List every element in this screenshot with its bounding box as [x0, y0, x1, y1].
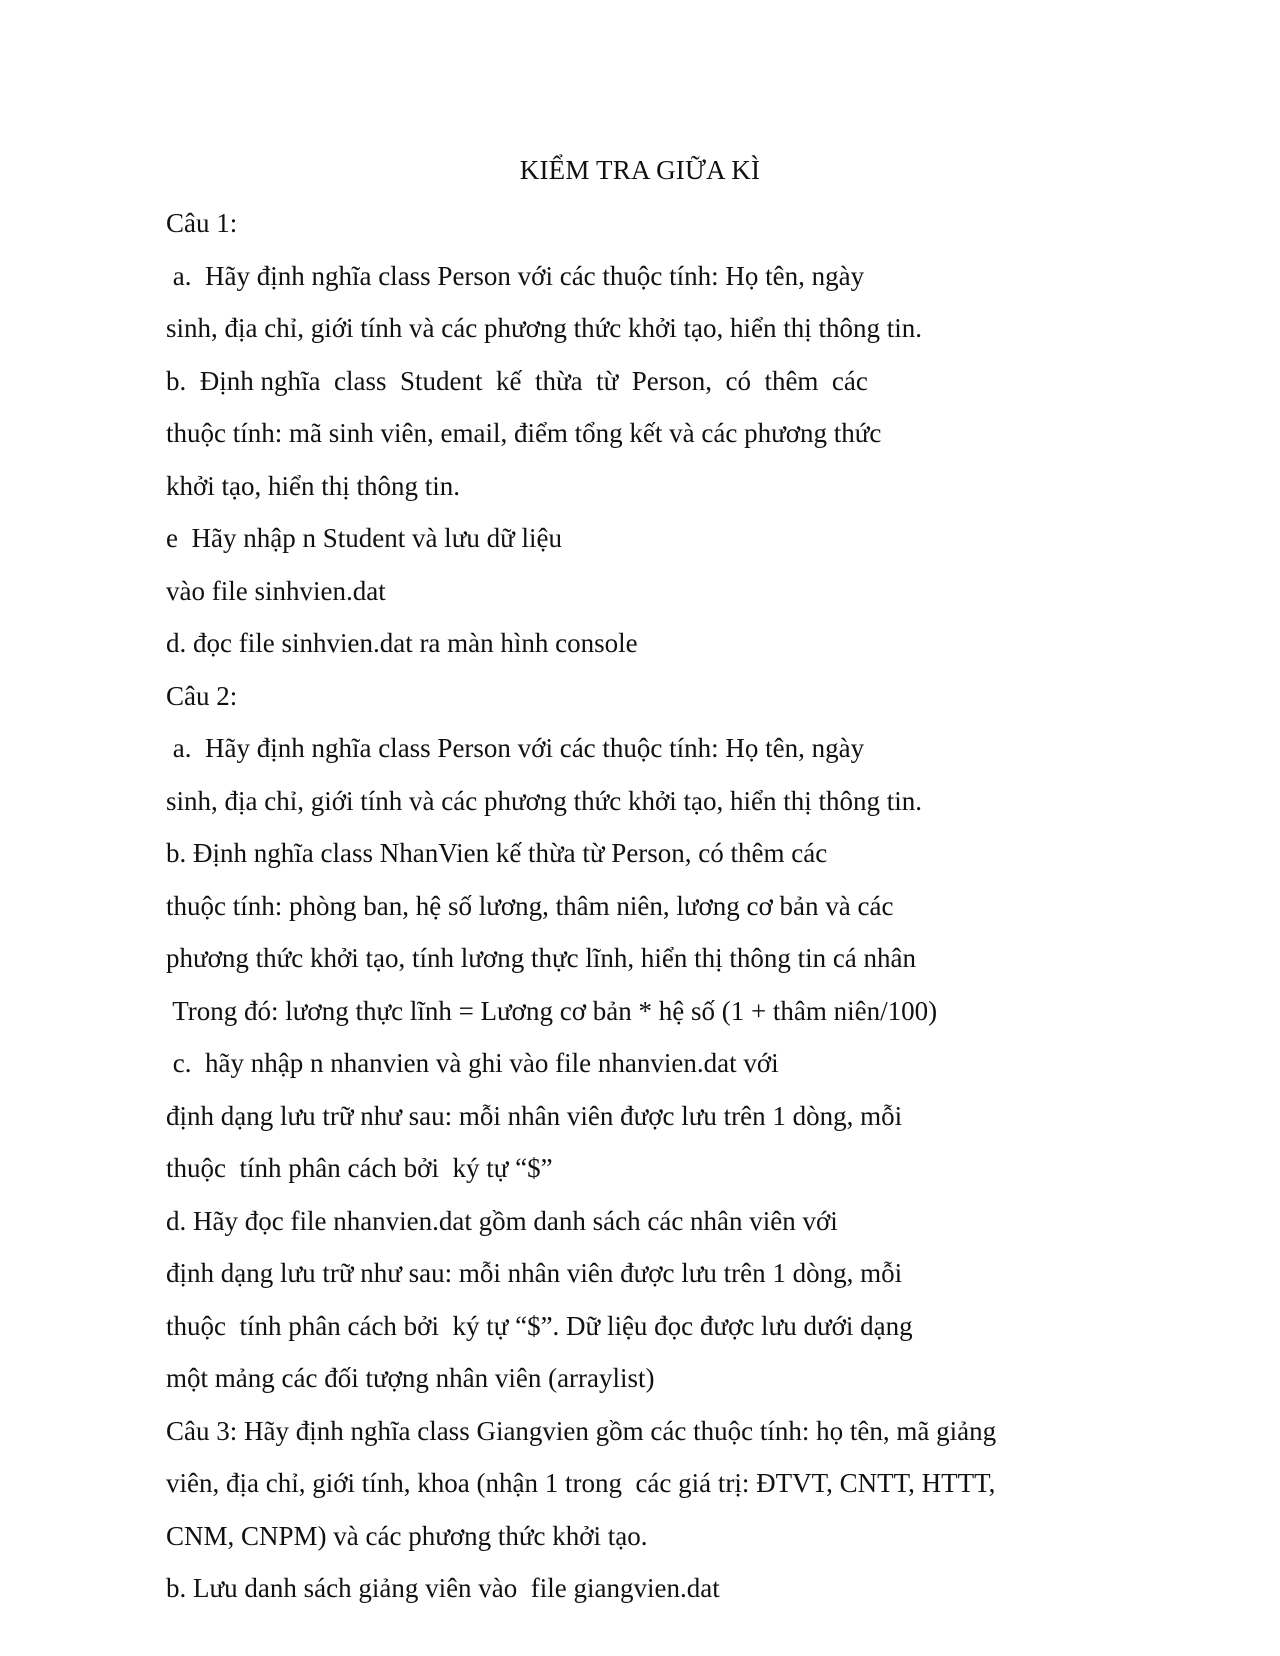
paragraph-line: a. Hãy định nghĩa class Person với các thuộc tính: Họ tên, ngày	[166, 260, 865, 291]
section-heading-cau-1: Câu 1:	[166, 208, 238, 238]
paragraph-line: phương thức khởi tạo, tính lương thực lĩnh, hiển thị thông tin cá nhân	[166, 943, 917, 973]
paragraph-line: định dạng lưu trữ như sau: mỗi nhân viên được lưu trên 1 dòng, mỗi	[166, 1100, 903, 1131]
paragraph-line: d. đọc file sinhvien.dat ra màn hình console	[166, 628, 638, 658]
paragraph-line: Trong đó: lương thực lĩnh = Lương cơ bản * hệ số (1 + thâm niên/100)	[166, 995, 938, 1026]
paragraph-line: b. Định nghĩa class NhanVien kế thừa từ Person, có thêm các	[166, 838, 828, 868]
paragraph-line: khởi tạo, hiển thị thông tin.	[166, 470, 461, 501]
page-title: KIỂM TRA GIỮA KÌ	[519, 155, 761, 185]
document-body	[166, 205, 1126, 1623]
paragraph-line: định dạng lưu trữ như sau: mỗi nhân viên được lưu trên 1 dòng, mỗi	[166, 1258, 903, 1288]
paragraph-line: e Hãy nhập n Student và lưu dữ liệu	[166, 523, 562, 553]
section-heading-cau-2: Câu 2:	[166, 680, 238, 711]
paragraph-line: sinh, địa chỉ, giới tính và các phương thức khởi tạo, hiển thị thông tin.	[166, 313, 922, 343]
paragraph-line: thuộc tính: phòng ban, hệ số lương, thâm niên, lương cơ bản và các	[166, 890, 894, 921]
section-heading-cau-3: Câu 3: Hãy định nghĩa class Giangvien gồm các thuộc tính: họ tên, mã giảng	[166, 1415, 997, 1446]
paragraph-line: vào file sinhvien.dat	[166, 575, 386, 606]
paragraph-line: b. Lưu danh sách giảng viên vào file giangvien.dat	[166, 1573, 720, 1603]
paragraph-line: một mảng các đối tượng nhân viên (arraylist)	[166, 1363, 655, 1393]
paragraph-line: c. hãy nhập n nhanvien và ghi vào file nhanvien.dat với	[166, 1048, 779, 1078]
paragraph-line: CNM, CNPM) và các phương thức khởi tạo.	[166, 1520, 648, 1551]
paragraph-line: b. Định nghĩa class Student kế thừa từ Person, có thêm các	[166, 365, 868, 396]
paragraph-line: thuộc tính phân cách bởi ký tự “$”	[166, 1153, 553, 1183]
paragraph-line: d. Hãy đọc file nhanvien.dat gồm danh sách các nhân viên với	[166, 1205, 838, 1236]
paragraph-line: sinh, địa chỉ, giới tính và các phương thức khởi tạo, hiển thị thông tin.	[166, 785, 922, 816]
paragraph-line: thuộc tính: mã sinh viên, email, điểm tổng kết và các phương thức	[166, 418, 882, 448]
paragraph-line: thuộc tính phân cách bởi ký tự “$”. Dữ liệu đọc được lưu dưới dạng	[166, 1310, 913, 1341]
paragraph-line: viên, địa chỉ, giới tính, khoa (nhận 1 trong các giá trị: ĐTVT, CNTT, HTTT,	[166, 1468, 996, 1498]
paragraph-line: a. Hãy định nghĩa class Person với các thuộc tính: Họ tên, ngày	[166, 733, 865, 763]
